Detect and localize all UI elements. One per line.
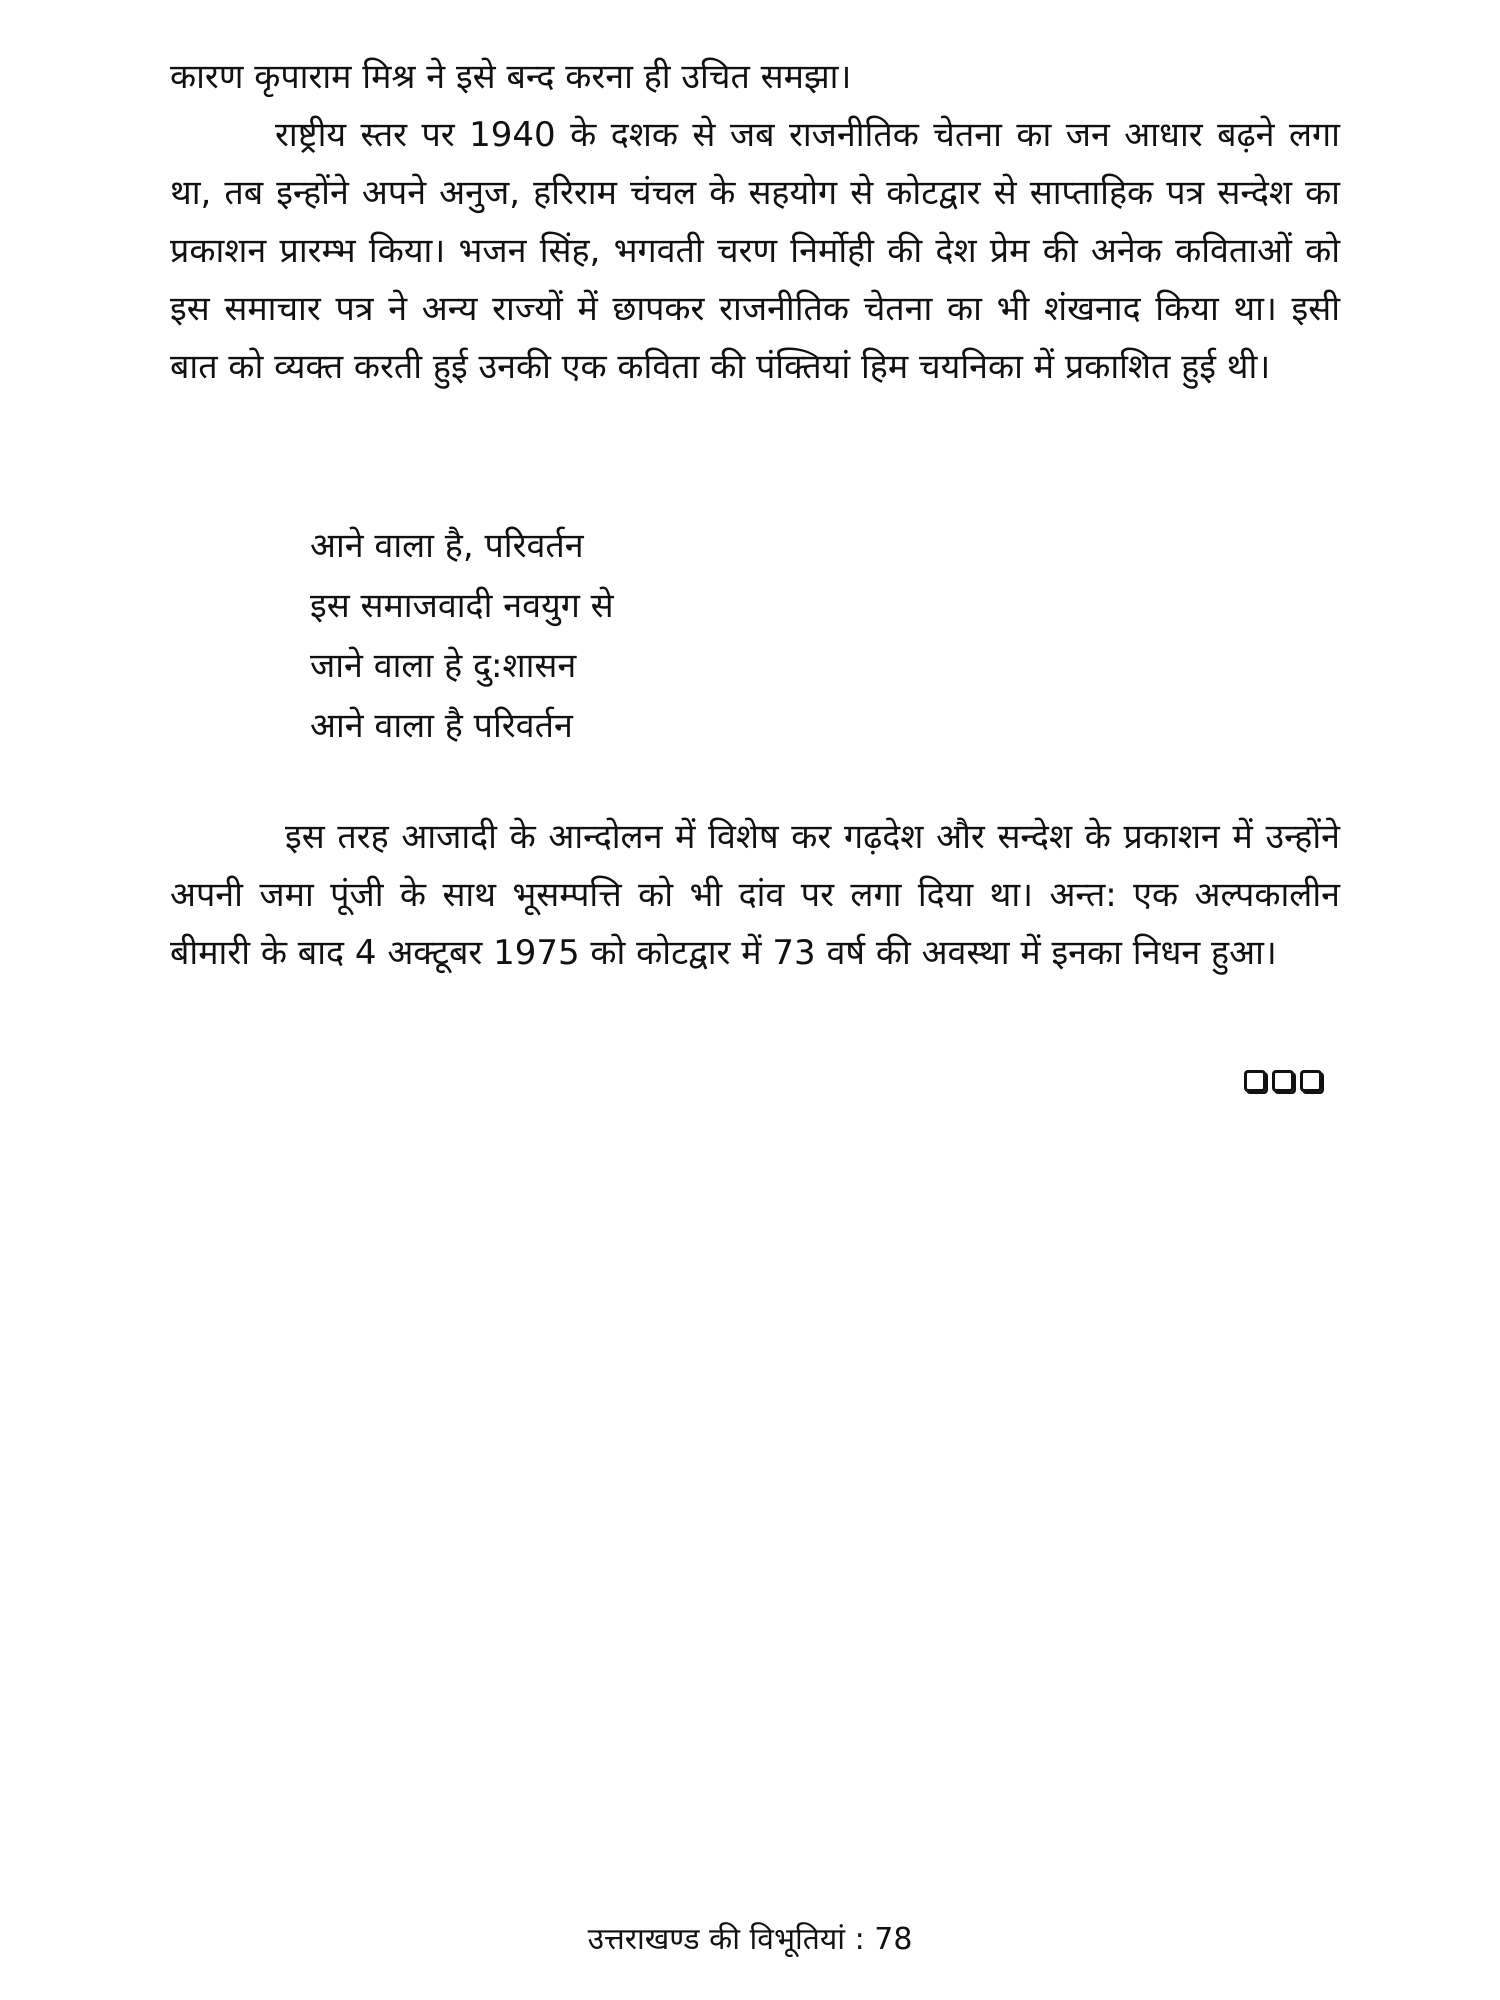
paragraph-newspaper-history: राष्ट्रीय स्तर पर 1940 के दशक से जब राजनीतिक चेतना का जन आधार बढ़ने लगा था, तब इन्होंने अपने अनुज, हरिराम चंचल के सहयोग से कोटद्वार से साप्ताहिक पत्र सन्देश का प्रकाशन प्रारम्भ किया। भजन सिंह, भगवती चरण निर्मोही की देश प्रेम की अनेक कविताओं को इस समाचार पत्र ने अन्य राज्यों में छापकर राजनीतिक चेतना का भी शंखनाद किया था। इसी बात को व्यक्त करती हुई उनकी एक कविता की पंक्तियां हिम चयनिका में प्रकाशित हुई थी। xyxy=(170,115,1340,387)
paragraph-conclusion: इस तरह आजादी के आन्दोलन में विशेष कर गढ़देश और सन्देश के प्रकाशन में उन्होंने अपनी जमा पूंजी के साथ भूसम्पत्ति को भी दांव पर लगा दिया था। अन्त: एक अल्पकालीन बीमारी के बाद 4 अक्टूबर 1975 को कोटद्वार में 73 वर्ष की अवस्था में इनका निधन हुआ। xyxy=(170,817,1340,973)
verse-line: आने वाला है, परिवर्तन xyxy=(310,526,584,566)
verse-line: जाने वाला हे दु:शासन xyxy=(310,646,577,686)
hollow-square-icon xyxy=(1272,1070,1294,1092)
verse-line: इस समाजवादी नवयुग से xyxy=(310,586,614,626)
poem-verse xyxy=(310,516,614,756)
section-end-icon xyxy=(1244,1070,1322,1092)
hollow-square-icon xyxy=(1244,1070,1266,1092)
paragraph-continuation: कारण कृपाराम मिश्र ने इसे बन्द करना ही उचित समझा। xyxy=(170,57,852,97)
verse-line: आने वाला है परिवर्तन xyxy=(310,706,573,746)
hollow-square-icon xyxy=(1300,1070,1322,1092)
page-footer: उत्तराखण्ड की विभूतियां : 78 xyxy=(587,1922,913,1957)
